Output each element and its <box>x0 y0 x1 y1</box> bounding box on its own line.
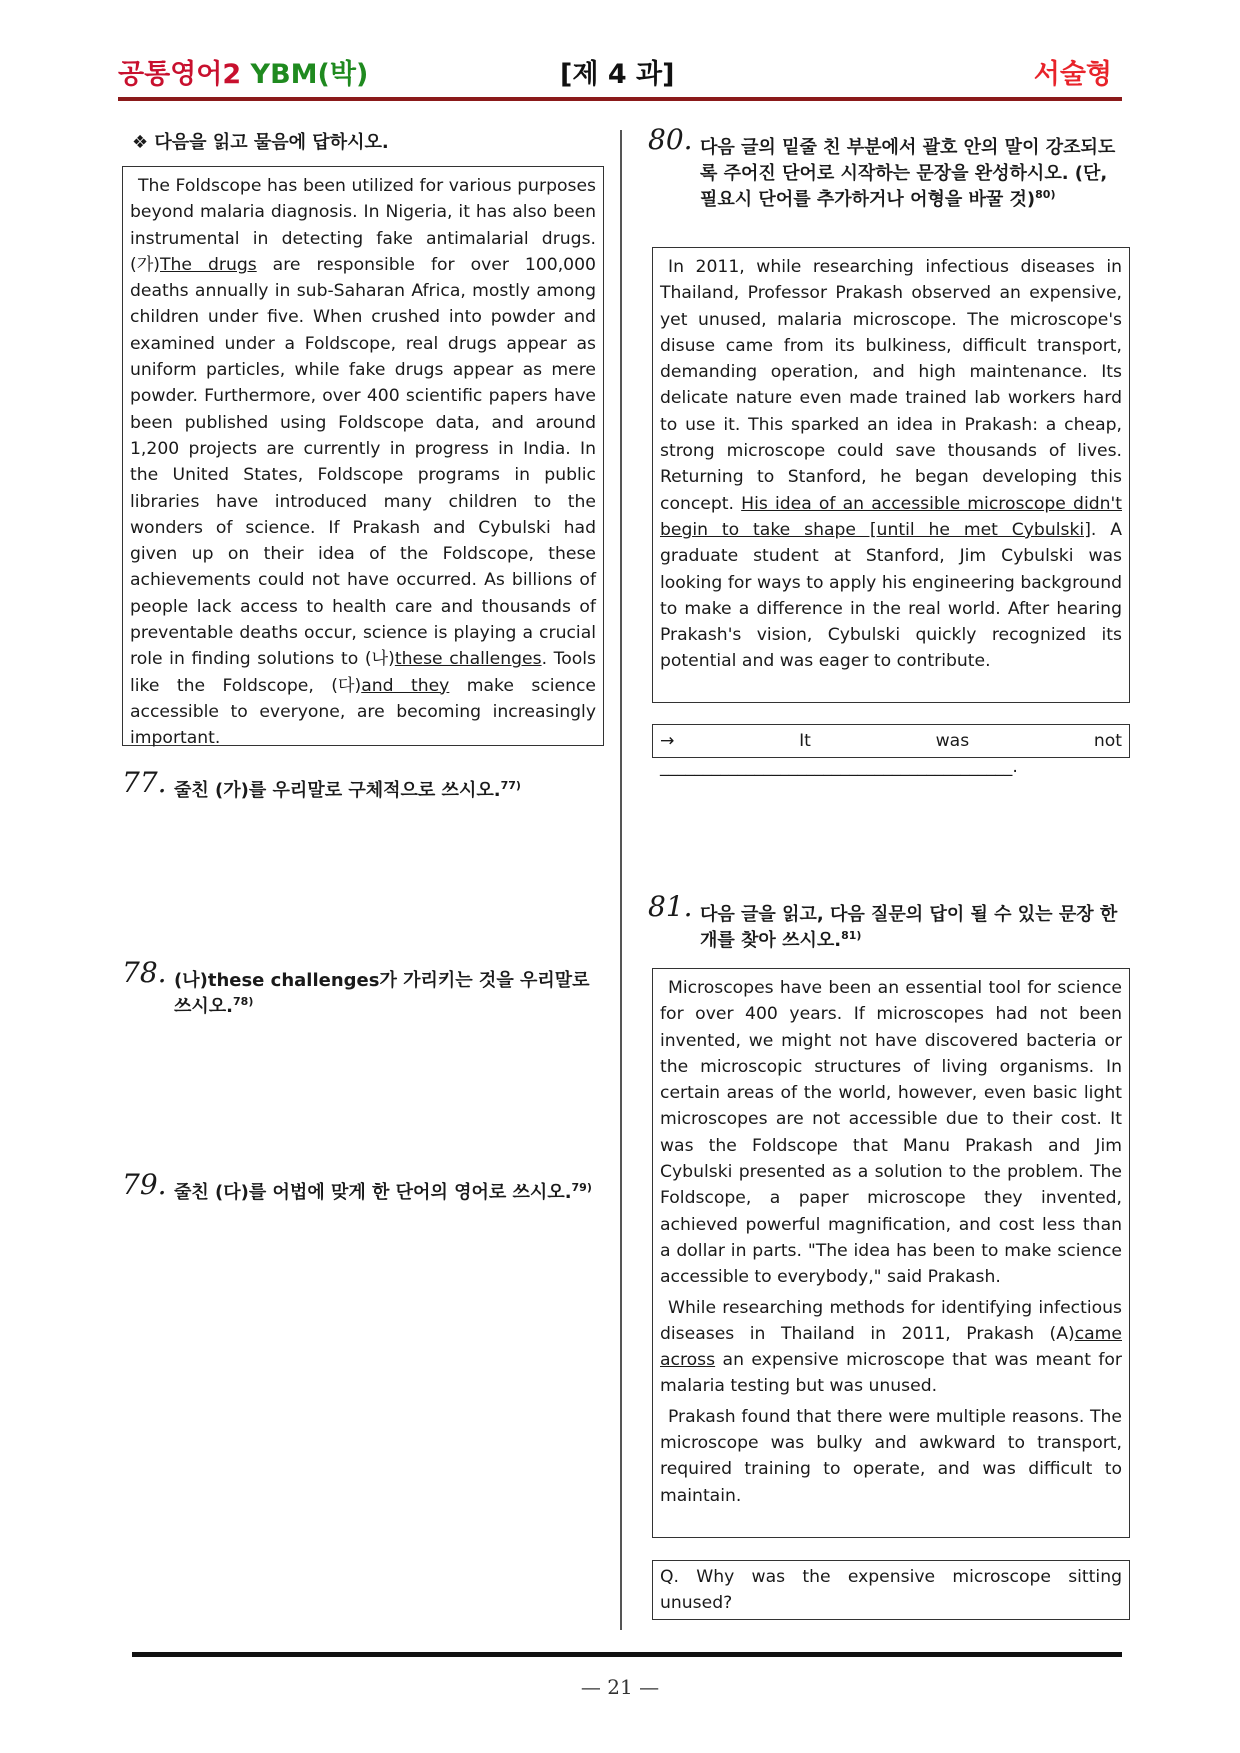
passage-text: While researching methods for identifying infectious diseases in Thailand in 2011, Prakash (A) <box>660 1297 1122 1344</box>
underline-ga: The drugs <box>160 254 257 275</box>
question-text: 줄친 (가)를 우리말로 구체적으로 쓰시오. <box>174 780 501 801</box>
passage-81 <box>652 968 1130 1538</box>
paragraph-3: Prakash found that there were multiple reasons. The microscope was bulky and awkward to transport, required training to operate, and was difficult to maintain. <box>660 1406 1122 1506</box>
passage-80 <box>652 247 1130 703</box>
passage-text: an expensive microscope that was meant for malaria testing but was unused. <box>660 1350 1122 1397</box>
footer-divider <box>132 1652 1122 1657</box>
question-text: 다음 글의 밑줄 친 부분에서 괄호 안의 말이 강조되도록 주어진 단어로 시작하는 문장을 완성하시오. (단, 필요시 단어를 추가하거나 어형을 바꿀 것) <box>700 137 1116 210</box>
page-number: — 21 — <box>580 1675 660 1699</box>
paragraph-2 <box>660 1295 1122 1400</box>
question-box-81 <box>652 1560 1130 1620</box>
question-text: 다음 글을 읽고, 다음 질문의 답이 될 수 있는 문장 한 개를 찾아 쓰시오. <box>700 904 1118 951</box>
passage-text: make science accessible to everyone, are becoming increasingly important. <box>130 675 596 749</box>
question-77 <box>122 766 604 804</box>
question-text: 줄친 (다)를 어법에 맞게 한 단어의 영어로 쓰시오. <box>174 1182 572 1203</box>
underline-na: these challenges <box>394 649 542 670</box>
question-78 <box>122 956 604 1020</box>
question-type: 서술형 <box>1033 59 1112 90</box>
question-80 <box>648 123 1130 213</box>
question-81 <box>648 890 1130 954</box>
footnote-ref: 81) <box>841 929 862 942</box>
question-79 <box>122 1168 604 1206</box>
passage-text: . Tools like the Foldscope, (다) <box>130 649 596 696</box>
question-number: 79. <box>122 1168 167 1201</box>
footnote-ref: 80) <box>1035 188 1056 201</box>
passage-text: In 2011, while researching infectious diseases in Thailand, Professor Prakash observed an expensive, yet unused, malaria microscope. The microscope's disuse came from its bulkiness, difficult transport, demanding operation, and high maintenance. Its delicate nature even made trained lab workers hard to use it. This sparked an idea in Prakash: a cheap, strong microscope could save thousands of lives. Returning to Stanford, he began developing this concept. <box>660 257 1122 514</box>
question-number: 77. <box>122 766 167 799</box>
passage-text: The Foldscope has been utilized for various purposes beyond malaria diagnosis. In Nigeria, it has also been instrumental in detecting fake antimalarial drugs. (가) <box>130 176 596 275</box>
header-divider <box>118 97 1122 101</box>
column-divider <box>620 130 622 1630</box>
header-subject <box>118 52 368 92</box>
footnote-ref: 79) <box>571 1181 592 1194</box>
question-text: Q. Why was the expensive microscope sitting unused? <box>660 1567 1122 1614</box>
passage-1 <box>122 166 604 749</box>
footnote-ref: 77) <box>500 779 521 792</box>
footnote-ref: 78) <box>233 995 254 1008</box>
underline-target: His idea of an accessible microscope didn't begin to take shape [until he met Cybulski] <box>660 493 1122 540</box>
answer-box-80[interactable] <box>652 724 1130 778</box>
question-number: 78. <box>122 956 167 989</box>
publisher-name: YBM(박) <box>250 59 369 90</box>
underline-a: came across <box>660 1323 1122 1371</box>
question-number: 80. <box>648 123 693 156</box>
question-number: 81. <box>648 890 693 923</box>
paragraph-1: Microscopes have been an essential tool for science for over 400 years. If microscopes had not been invented, we might not have discovered bacteria or the microscopic structures of living organisms. In certain areas of the world, however, even basic light microscopes are not accessible due to their cost. It was the Foldscope that Manu Prakash and Jim Cybulski presented as a solution to the problem. The Foldscope, a paper microscope they invented, achieved powerful magnification, and cost less than a dollar in parts. "The idea has been to make science accessible to everybody," said Prakash. <box>660 978 1122 1288</box>
answer-prompt: → It was not _________________________________________. <box>660 731 1122 778</box>
lesson-title: [제 4 과] <box>560 59 675 90</box>
passage-text: . A graduate student at Stanford, Jim Cybulski was looking for ways to apply his engineering background to make a difference in the real world. After hearing Prakash's vision, Cybulski quickly recognized its potential and was eager to contribute. <box>660 519 1122 672</box>
underline-da: and they <box>361 675 450 696</box>
question-text: (나)these challenges가 가리키는 것을 우리말로 쓰시오. <box>174 970 590 1017</box>
subject-name: 공통영어2 <box>118 59 242 90</box>
passage-text: are responsible for over 100,000 deaths annually in sub-Saharan Africa, mostly among children under five. When crushed into powder and examined under a Foldscope, real drugs appear as uniform particles, while fake drugs appear as mere powder. Furthermore, over 400 scientific papers have been published using Foldscope data, and around 1,200 projects are currently in progress in India. In the United States, Foldscope programs in public libraries have introduced many children to the wonders of science. If Prakash and Cybulski had given up on their idea of the Foldscope, these achievements could not have occurred. As billions of people lack access to health care and thousands of preventable deaths occur, science is playing a crucial role in finding solutions to (나) <box>130 254 596 670</box>
instruction: ❖ 다음을 읽고 물음에 답하시오. <box>132 132 389 153</box>
